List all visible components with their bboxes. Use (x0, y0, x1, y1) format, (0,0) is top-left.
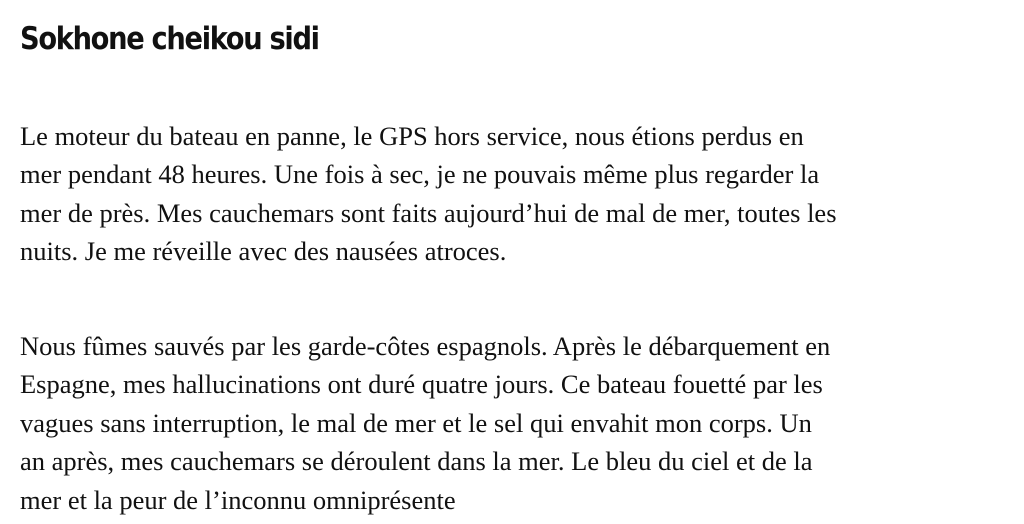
paragraph-line: mer pendant 48 heures. Une fois à sec, je ne pouvais même plus regarder la (20, 159, 820, 190)
paragraph-line: nuits. Je me réveille avec des nausées atroces. (20, 236, 507, 267)
paragraph-2 (20, 327, 980, 519)
paragraph-1 (20, 117, 980, 271)
author-heading: Sokhone cheikou sidi (20, 21, 319, 57)
paragraph-line: Nous fûmes sauvés par les garde-côtes espagnols. Après le débarquement en (20, 331, 831, 361)
paragraph-line: Espagne, mes hallucinations ont duré quatre jours. Ce bateau fouetté par les (20, 369, 823, 400)
paragraph-line: Le moteur du bateau en panne, le GPS hors service, nous étions perdus en (20, 121, 804, 151)
paragraph-line: an après, mes cauchemars se déroulent dans la mer. Le bleu du ciel et de la (20, 446, 813, 477)
paragraph-line: vagues sans interruption, le mal de mer et le sel qui envahit mon corps. Un (20, 407, 812, 438)
paragraph-line: mer et la peur de l’inconnu omniprésente (20, 484, 456, 515)
paragraph-line: mer de près. Mes cauchemars sont faits aujourd’hui de mal de mer, toutes les (20, 197, 837, 228)
